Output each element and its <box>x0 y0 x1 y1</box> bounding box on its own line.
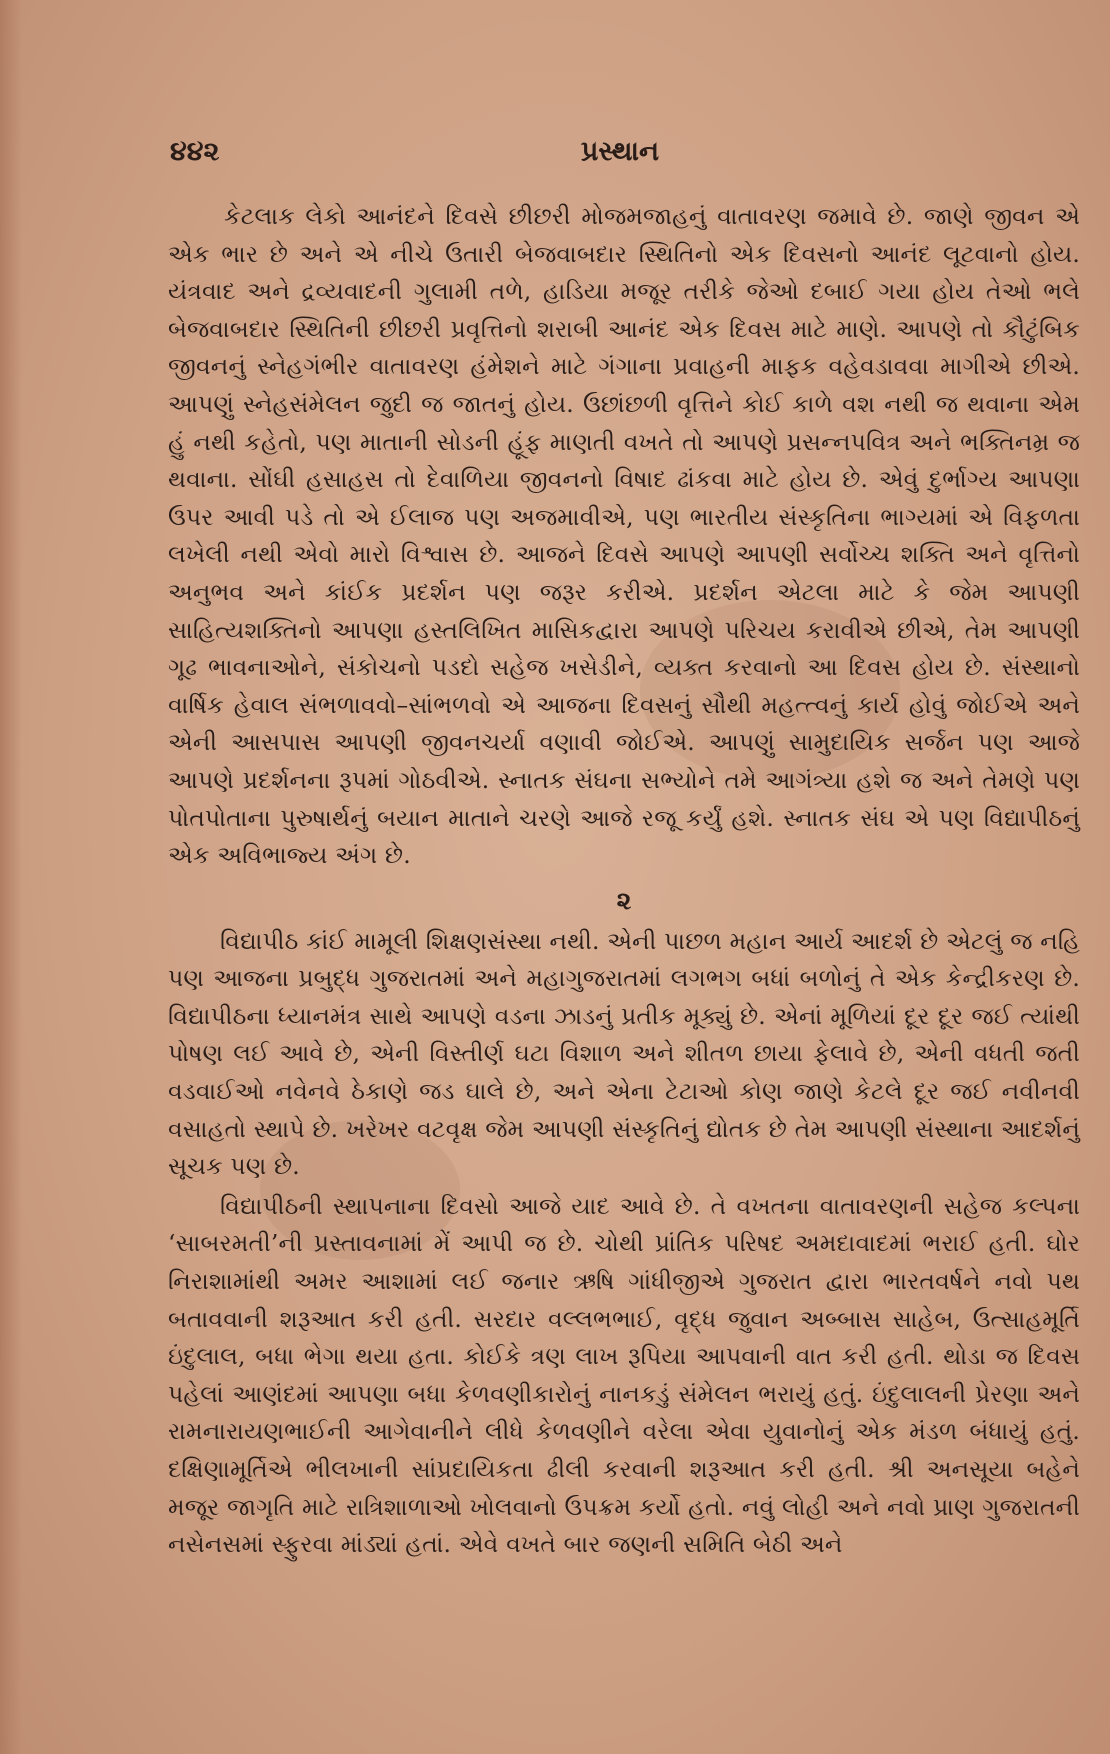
body-text <box>168 198 1080 1564</box>
page-number: ૪૪૨ <box>170 136 220 167</box>
page-edge-shadow <box>0 0 22 1754</box>
paragraph: વિદ્યાપીઠની સ્થાપનાના દિવસો આજે યાદ આવે છે. તે વખતના વાતાવરણની સહેજ કલ્પના ‘સાબરમતી’ની પ્રસ્તાવનામાં મેં આપી જ છે. ચોથી પ્રાંતિક પરિષદ અમદાવાદમાં ભરાઈ હતી. ઘોર નિરાશામાંથી અમર આશામાં લઈ જનાર ઋષિ ગાંધીજીએ ગુજરાત દ્વારા ભારતવર્ષને નવો પથ બતાવવાની શરૂઆત કરી હતી. સરદાર વલ્લભભાઈ, વૃદ્ધ જુવાન અબ્બાસ સાહેબ, ઉત્સાહમૂર્તિ ઇંદુલાલ, બધા ભેગા થયા હતા. કોઈકે ત્રણ લાખ રૂપિયા આપવાની વાત કરી હતી. થોડા જ દિવસ પહેલાં આણંદમાં આપણા બધા કેળવણીકારોનું નાનકડું સંમેલન ભરાયું હતું. ઇંદુલાલની પ્રેરણા અને રામનારાયણભાઈની આગેવાનીને લીધે કેળવણીને વરેલા એવા યુવાનોનું એક મંડળ બંધાયું હતું. દક્ષિણામૂર્તિએ ભીલખાની સાંપ્રદાયિકતા ઢીલી કરવાની શરૂઆત કરી હતી. શ્રી અનસૂયા બહેને મજૂર જાગૃતિ માટે રાત્રિશાળાઓ ખોલવાનો ઉપક્રમ કર્યો હતો. નવું લોહી અને નવો પ્રાણ ગુજરાતની નસેનસમાં સ્ફુરવા માંડ્યાં હતાં. એવે વખતે બાર જણની સમિતિ બેઠી અને <box>168 1191 1080 1559</box>
page-header <box>170 136 1070 176</box>
paragraph: વિદ્યાપીઠ કાંઈ મામૂલી શિક્ષણસંસ્થા નથી. એની પાછળ મહાન આર્ય આદર્શ છે એટલું જ નહિ પણ આજના પ્રબુદ્ધ ગુજરાતમાં અને મહાગુજરાતમાં લગભગ બધાં બળોનું તે એક કેન્દ્રીકરણ છે. વિદ્યાપીઠના ધ્યાનમંત્ર સાથે આપણે વડના ઝાડનું પ્રતીક મૂક્યું છે. એનાં મૂળિયાં દૂર દૂર જઈ ત્યાંથી પોષણ લઈ આવે છે, એની વિસ્તીર્ણ ઘટા વિશાળ અને શીતળ છાયા ફેલાવે છે, એની વધતી જતી વડવાઈઓ નવેનવે ઠેકાણે જડ ઘાલે છે, અને એના ટેટાઓ કોણ જાણે કેટલે દૂર જઈ નવીનવી વસાહતો સ્થાપે છે. ખરેખર વટવૃક્ષ જેમ આપણી સંસ્કૃતિનું દ્યોતક છે તેમ આપણી સંસ્થાના આદર્શનું સૂચક પણ છે. <box>168 926 1080 1181</box>
paragraph: કેટલાક લેકો આનંદને દિવસે છીછરી મોજમજાહનું વાતાવરણ જમાવે છે. જાણે જીવન એ એક ભાર છે અને એ નીચે ઉતારી બેજવાબદાર સ્થિતિનો એક દિવસનો આનંદ લૂટવાનો હોય. યંત્રવાદ અને દ્રવ્યવાદની ગુલામી તળે, હાડિયા મજૂર તરીકે જેઓ દબાઈ ગયા હોય તેઓ ભલે બેજવાબદાર સ્થિતિની છીછરી પ્રવૃત્તિનો શરાબી આનંદ એક દિવસ માટે માણે. આપણે તો કૌટુંબિક જીવનનું સ્નેહગંભીર વાતાવરણ હંમેશને માટે ગંગાના પ્રવાહની માફક વહેવડાવવા માગીએ છીએ. આપણું સ્નેહસંમેલન જુદી જ જાતનું હોય. ઉછાંછળી વૃત્તિને કોઈ કાળે વશ નથી જ થવાના એમ હું નથી કહેતો, પણ માતાની સોડની હૂંફ માણતી વખતે તો આપણે પ્રસન્નપવિત્ર અને ભક્તિનમ્ર જ થવાના. સોંઘી હસાહસ તો દેવાળિયા જીવનનો વિષાદ ઢાંકવા માટે હોય છે. એવું દુર્ભાગ્ય આપણા ઉપર આવી પડે તો એ ઈલાજ પણ અજમાવીએ, પણ ભારતીય સંસ્કૃતિના ભાગ્યમાં એ વિફળતા લખેલી નથી એવો મારો વિશ્વાસ છે. આજને દિવસે આપણે આપણી સર્વોચ્ચ શક્તિ અને વૃત્તિનો અનુભવ અને કાંઈક પ્રદર્શન પણ જરૂર કરીએ. પ્રદર્શન એટલા માટે કે જેમ આપણી સાહિત્યશક્તિનો આપણા હસ્તલિખિત માસિકદ્વારા આપણે પરિચય કરાવીએ છીએ, તેમ આપણી ગૂઢ ભાવનાઓને, સંકોચનો પડદો સહેજ ખસેડીને, વ્યક્ત કરવાનો આ દિવસ હોય છે. સંસ્થાનો વાર્ષિક હેવાલ સંભળાવવો–સાંભળવો એ આજના દિવસનું સૌથી મહત્ત્વનું કાર્ય હોવું જોઈએ અને એની આસપાસ આપણી જીવનચર્યા વણાવી જોઈએ. આપણું સામુદાયિક સર્જન પણ આજે આપણે પ્રદર્શનના રૂપમાં ગોઠવીએ. સ્નાતક સંઘના સભ્યોને તમે આગંત્ર્યા હશે જ અને તેમણે પણ પોતપોતાના પુરુષાર્થનું બયાન માતાને ચરણે આજે રજૂ કર્યું હશે. સ્નાતક સંઘ એ પણ વિદ્યાપીઠનું એક અવિભાજ્ય અંગ છે. <box>168 202 1080 870</box>
running-title: પ્રસ્થાન <box>580 136 660 167</box>
section-number: ૨ <box>616 885 632 915</box>
